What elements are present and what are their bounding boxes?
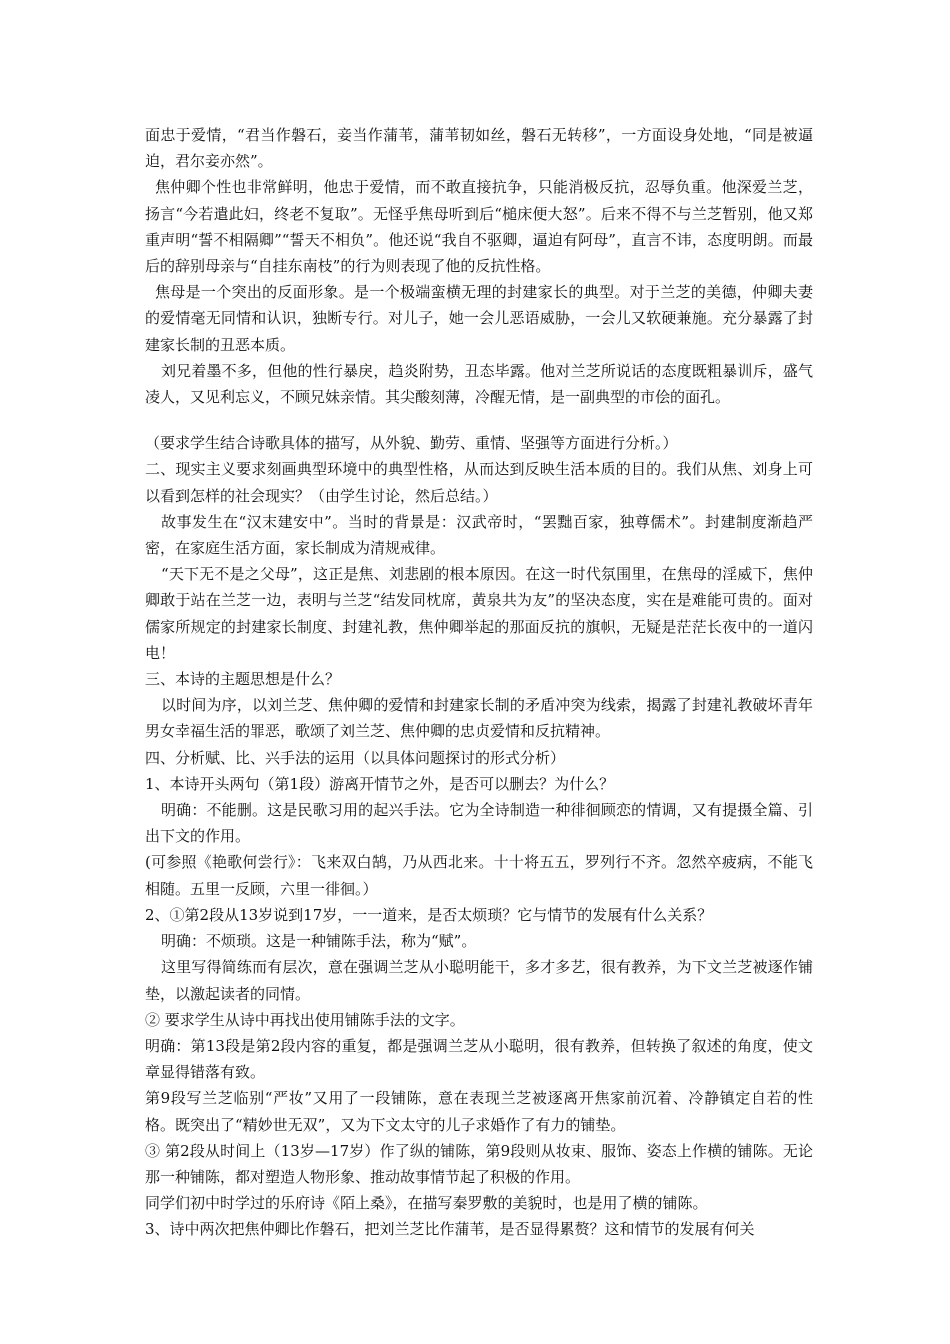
reference-yange: (可参照《艳歌何尝行》：飞来双白鹄，乃从西北来。十十将五五，罗列行不齐。忽然卒疲病，不能飞相随。五里一反顾，六里一徘徊。） (145, 853, 813, 898)
answer-two-b: 明确：第13段是第2段内容的重复，都是强调兰芝从小聪明，很有教养，但转换了叙述的角度，使文章显得错落有致。 (145, 1036, 813, 1082)
paragraph-analysis-requirement: （要求学生结合诗歌具体的描写，从外貌、勤劳、重情、坚强等方面进行分析。） (145, 434, 678, 453)
question-two-b: ② 要求学生从诗中再找出使用铺陈手法的文字。 (145, 1010, 465, 1029)
heading-section-four: 四、分析赋、比、兴手法的运用（以具体问题探讨的形式分析） (145, 748, 566, 767)
heading-section-three: 三、本诗的主题思想是什么？ (145, 670, 341, 689)
question-one: 1、本诗开头两句（第1段）游离开情节之外，是否可以删去？为什么？ (145, 774, 615, 793)
paragraph-vertical-horizontal: ③ 第2段从时间上（13岁—17岁）作了纵的铺陈，第9段则从妆束、服饰、姿态上作横的铺陈。无论那一种铺陈，都对塑造人物形象、推动故事情节起了积极的作用。 (145, 1141, 813, 1186)
paragraph-story-background: 故事发生在“汉末建安中”。当时的背景是：汉武帝时，“罢黜百家，独尊儒术”。封建制度渐趋严密，在家庭生活方面，家长制成为清规戒律。 (145, 512, 813, 558)
blank-line (145, 410, 813, 430)
document-page (145, 122, 813, 1243)
question-three: 3、诗中两次把焦仲卿比作磐石，把刘兰芝比作蒲苇，是否显得累赘？这和情节的发展有何关 (145, 1220, 755, 1239)
paragraph-section-nine: 第9段写兰芝临别“严妆”又用了一段铺陈，意在表现兰芝被逐离开焦家前沉着、冷静镇定自若的性格。既突出了“精妙世无双”，又为下文太守的儿子求婚作了有力的铺垫。 (145, 1089, 813, 1134)
answer-two: 明确：不烦琐。这是一种铺陈手法，称为“赋”。 (161, 932, 477, 951)
question-two: 2、①第2段从13岁说到17岁，一一道来，是否太烦琐？它与情节的发展有什么关系？ (145, 905, 713, 924)
paragraph-theme: 以时间为序，以刘兰芝、焦仲卿的爱情和封建家长制的矛盾冲突为线索，揭露了封建礼教破坏青年男女幸福生活的罪恶，歌颂了刘兰芝、焦仲卿的忠贞爱情和反抗精神。 (145, 696, 813, 741)
heading-section-two: 二、现实主义要求刻画典型环境中的典型性格，从而达到反映生活本质的目的。我们从焦、刘身上可以看到怎样的社会现实？（由学生讨论，然后总结。） (145, 460, 813, 505)
paragraph-root-cause: “天下无不是之父母”，这正是焦、刘悲剧的根本原因。在这一时代氛围里，在焦母的淫威下，焦仲卿敢于站在兰芝一边，表明与兰芝“结发同枕席，黄泉共为友”的坚决态度，实在是难能可贵的。面对儒家所规定的封建家长制度、封建礼教，焦仲卿举起的那面反抗的旗帜，无疑是茫茫长夜中的一道闪电！ (145, 565, 813, 662)
answer-one: 明确：不能删。这是民歌习用的起兴手法。它为全诗制造一种徘徊顾恋的情调，又有提摄全篇、引出下文的作用。 (145, 801, 813, 846)
paragraph-jiao-mother: 焦母是一个突出的反面形象。是一个极端蛮横无理的封建家长的典型。对于兰芝的美德，仲卿夫妻的爱情毫无同情和认识，独断专行。对儿子，她一会儿恶语威胁，一会儿又软硬兼施。充分暴露了封建家长制的丑恶本质。 (145, 283, 813, 354)
paragraph-liu-brother: 刘兄着墨不多，但他的性行暴戾，趋炎附势，丑态毕露。他对兰芝所说话的态度既粗暴训斥，盛气凌人，又见利忘义，不顾兄妹亲情。其尖酸刻薄，冷醒无情，是一副典型的市侩的面孔。 (145, 361, 813, 407)
paragraph-lanzhi-loyalty: 面忠于爱情，“君当作磐石，妾当作蒲苇，蒲苇韧如丝，磐石无转移”，一方面设身处地，“同是被逼迫，君尔妾亦然”。 (145, 126, 813, 171)
paragraph-mo-shang-sang: 同学们初中时学过的乐府诗《陌上桑》，在描写秦罗敷的美貌时，也是用了横的铺陈。 (145, 1194, 708, 1213)
paragraph-foreshadowing: 这里写得简练而有层次，意在强调兰芝从小聪明能干，多才多艺，很有教养，为下文兰芝被逐作铺垫，以激起读者的同情。 (145, 958, 813, 1003)
paragraph-jiao-zhongqing: 焦仲卿个性也非常鲜明，他忠于爱情，而不敢直接抗争，只能消极反抗，忍辱负重。他深爱兰芝，扬言“今若遣此妇，终老不复取”。无怪乎焦母听到后“槌床便大怒”。后来不得不与兰芝暂别，他又郑重声明“誓不相隔卿”“誓天不相负”。他还说“我自不驱卿，逼迫有阿母”，直言不讳，态度明朗。而最后的辞别母亲与“自挂东南枝”的行为则表现了他的反抗性格。 (145, 178, 813, 276)
